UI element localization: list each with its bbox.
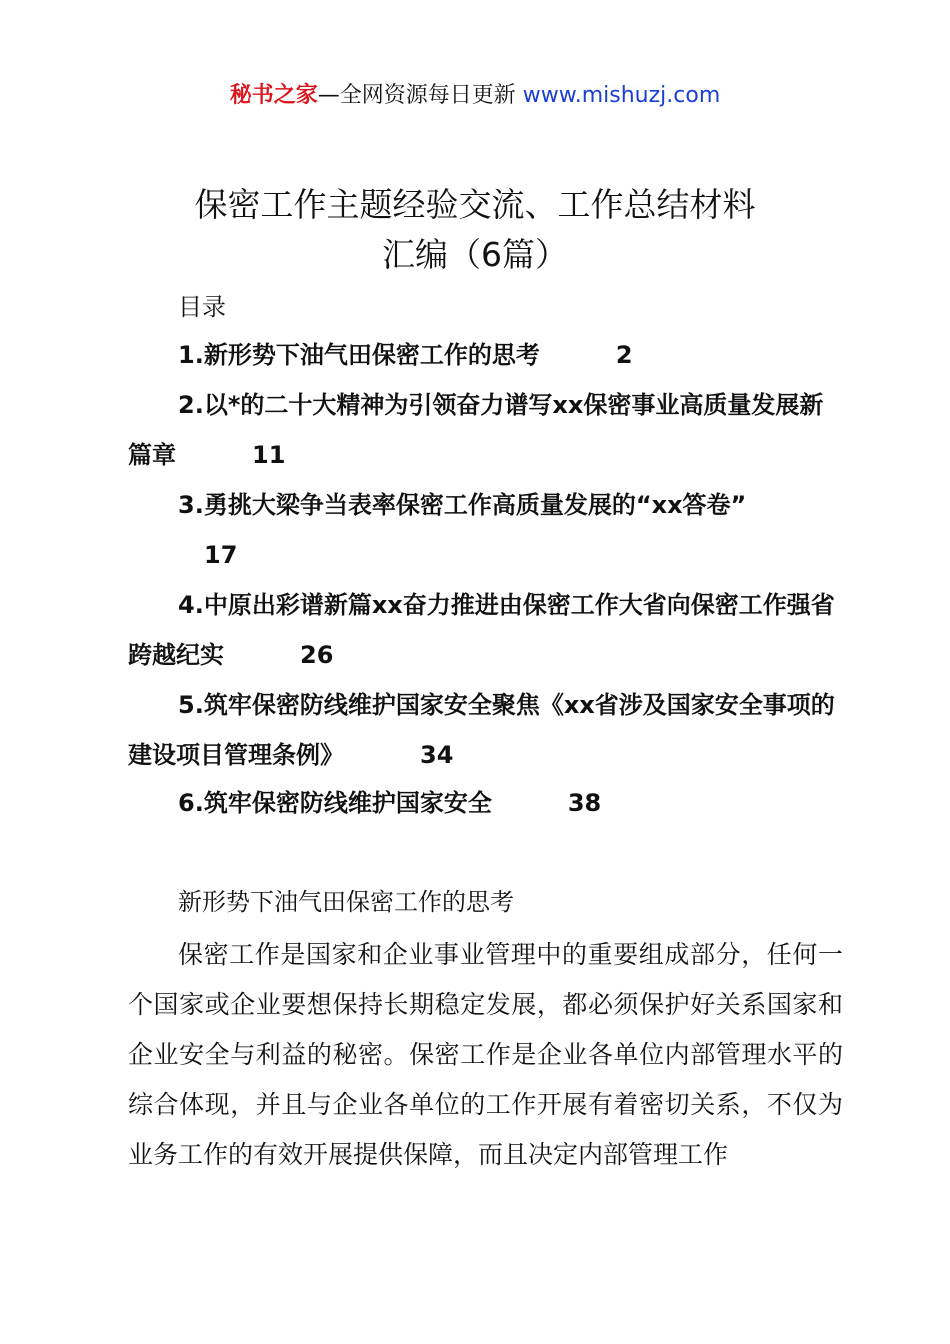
toc-item-page: 38 <box>567 789 602 817</box>
toc-item-text: 2.以*的二十大精神为引领奋力谱写xx保密事业高质量发展新篇章 <box>128 391 824 469</box>
toc-item-text: 1.新形势下油气田保密工作的思考 <box>178 341 540 369</box>
toc-item-text: 6.筑牢保密防线维护国家安全 <box>178 789 492 817</box>
toc-item-page: 17 <box>204 541 238 569</box>
brand-name: 秘书之家 <box>229 83 318 108</box>
toc-item-page: 11 <box>252 441 286 469</box>
toc-item-4[interactable] <box>128 580 838 680</box>
toc-item-1[interactable] <box>128 330 838 380</box>
toc-item-text: 5.筑牢保密防线维护国家安全聚焦《xx省涉及国家安全事项的建设项目管理条例》 <box>128 691 835 769</box>
toc-item-page: 34 <box>420 741 454 769</box>
toc-item-5[interactable] <box>128 680 838 780</box>
body-paragraph: 保密工作是国家和企业事业管理中的重要组成部分，任何一个国家或企业要想保持长期稳定发展，都必须保护好关系国家和企业安全与利益的秘密。保密工作是企业各单位内部管理水平的综合体现，并且与企业各单位的工作开展有着密切关系，不仅为业务工作的有效开展提供保障，而且决定内部管理工作 <box>128 940 843 1169</box>
toc-item-text: 3.勇挑大梁争当表率保密工作高质量发展的“xx答卷” <box>178 491 747 519</box>
site-header <box>0 80 950 112</box>
toc-item-3[interactable] <box>128 480 838 580</box>
toc-item-6[interactable] <box>128 778 838 828</box>
toc-item-page: 2 <box>615 341 633 369</box>
toc-label: 目录 <box>178 293 226 321</box>
section-title: 新形势下油气田保密工作的思考 <box>178 888 514 916</box>
toc-item-2[interactable] <box>128 380 838 480</box>
header-tagline: —全网资源每日更新 <box>317 83 516 108</box>
toc-item-page: 26 <box>300 641 334 669</box>
toc-item-text: 4.中原出彩谱新篇xx奋力推进由保密工作大省向保密工作强省跨越纪实 <box>128 591 835 669</box>
site-link[interactable]: www.mishuzj.com <box>522 83 721 108</box>
document-title-line2: 汇编（6篇） <box>382 235 568 274</box>
document-title-line1: 保密工作主题经验交流、工作总结材料 <box>194 185 756 224</box>
